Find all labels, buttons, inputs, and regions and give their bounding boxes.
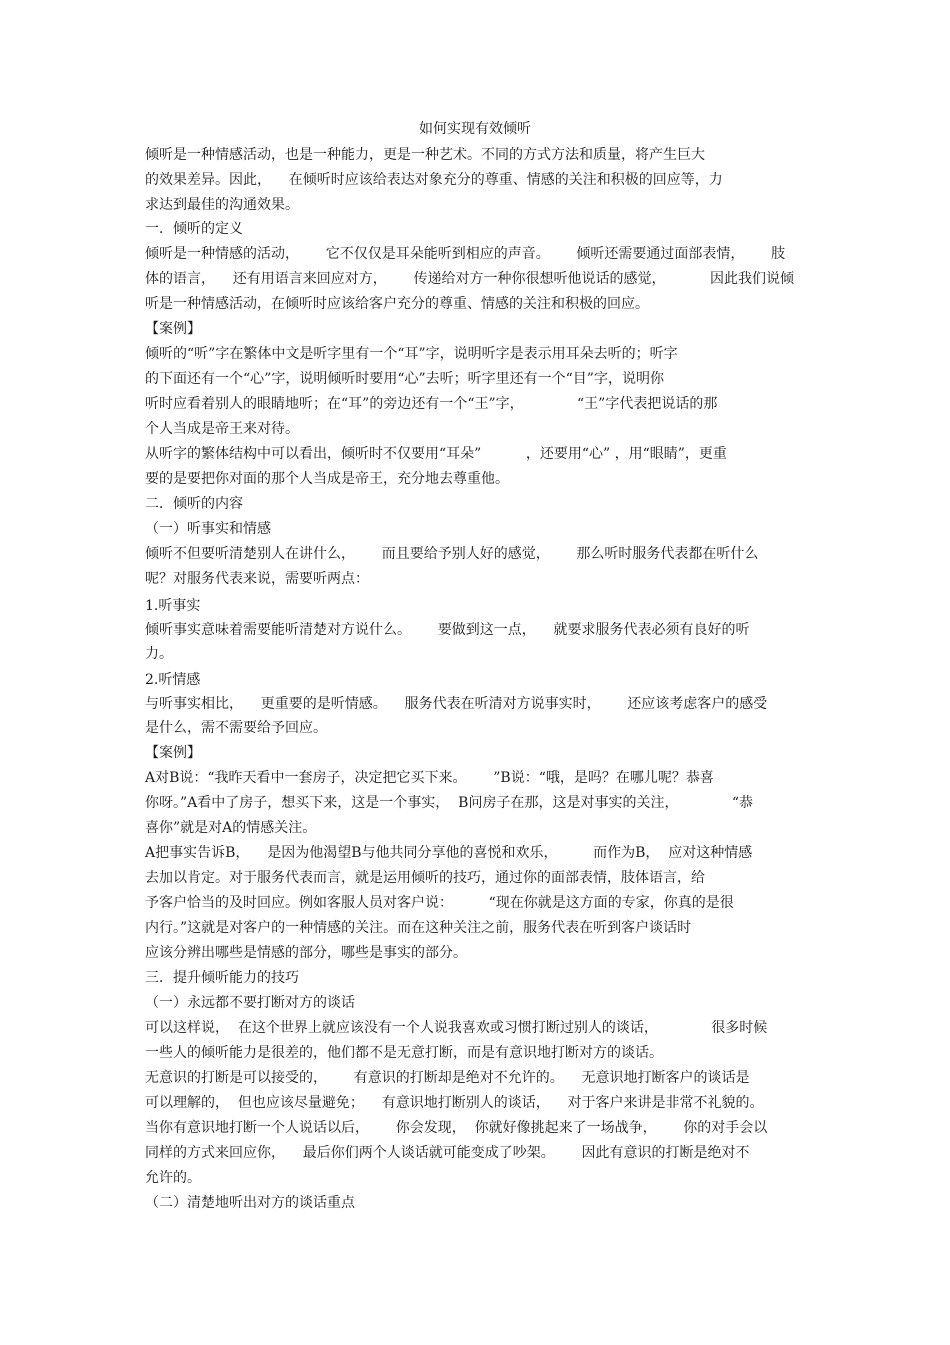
- body-line: 去加以肯定。对于服务代表而言，就是运用倾听的技巧，通过你的面部表情，肢体语言，给: [145, 870, 705, 886]
- body-line: 力。: [145, 646, 173, 662]
- body-line: 求达到最佳的沟通效果。: [145, 197, 299, 213]
- case-label: 【案例】: [145, 321, 201, 337]
- body-line: 可以理解的， 但也应该尽量避免； 有意识地打断别人的谈话， 对于客户来讲是非常不礼貌的。: [145, 1095, 764, 1111]
- body-line: 当你有意识地打断一个人说话以后， 你会发现， 你就好像挑起来了一场战争， 你的对手会以: [145, 1120, 768, 1136]
- body-line: 你呀。”A看中了房子，想买下来，这是一个事实， B问房子在那，这是对事实的关注， “恭: [145, 795, 754, 811]
- case-label: 【案例】: [145, 745, 201, 761]
- section-heading: 三．提升倾听能力的技巧: [145, 970, 299, 986]
- body-line: 予客户恰当的及时回应。例如客服人员对客户说： “现在你就是这方面的专家，你真的是很: [145, 895, 734, 911]
- section-heading: 一．倾听的定义: [145, 221, 243, 237]
- body-line: 个人当成是帝王来对待。: [145, 421, 299, 437]
- document-title: 如何实现有效倾听: [419, 121, 531, 137]
- subsection-heading: （一）永远都不要打断对方的谈话: [145, 995, 355, 1011]
- body-line: 倾听是一种情感的活动， 它不仅仅是耳朵能听到相应的声音。 倾听还需要通过面部表情， 肢: [145, 246, 786, 262]
- body-line: 是什么，需不需要给予回应。: [145, 720, 327, 736]
- body-line: 倾听事实意味着需要能听清楚对方说什么。 要做到这一点， 就要求服务代表必须有良好的听: [145, 622, 750, 638]
- body-line: 倾听是一种情感活动，也是一种能力，更是一种艺术。不同的方式方法和质量，将产生巨大: [145, 147, 705, 163]
- body-line: 的下面还有一个“心”字，说明倾听时要用“心”去听；听字里还有一个“目”字，说明你: [145, 371, 664, 387]
- body-line: 内行。”这就是对客户的一种情感的关注。而在这种关注之前，服务代表在听到客户谈话时: [145, 920, 692, 936]
- body-line: 听时应看着别人的眼睛地听；在“耳”的旁边还有一个“王”字， “王”字代表把说话的那: [145, 396, 718, 412]
- body-line: 应该分辨出哪些是情感的部分，哪些是事实的部分。: [145, 945, 467, 961]
- body-line: 体的语言， 还有用语言来回应对方， 传递给对方一种你很想听他说话的感觉， 因此我们说倾: [145, 271, 795, 287]
- body-line: 喜你”就是对A的情感关注。: [145, 820, 317, 836]
- body-line: 一些人的倾听能力是很差的，他们都不是无意打断，而是有意识地打断对方的谈话。: [145, 1045, 663, 1061]
- subsection-heading: （一）听事实和情感: [145, 521, 271, 537]
- body-line: A对B说：“我昨天看中一套房子，决定把它买下来。 ”B说：“哦，是吗？在哪儿呢？恭喜: [145, 770, 714, 786]
- body-line: 同样的方式来回应你， 最后你们两个人谈话就可能变成了吵架。 因此有意识的打断是绝对不: [145, 1145, 750, 1161]
- body-line: 的效果差异。因此， 在倾听时应该给表达对象充分的尊重、情感的关注和积极的回应等，力: [145, 172, 723, 188]
- body-line: 与听事实相比， 更重要的是听情感。 服务代表在听清对方说事实时， 还应该考虑客户的感受: [145, 696, 768, 712]
- item-heading: 1.听事实: [145, 598, 201, 614]
- body-line: 要的是要把你对面的那个人当成是帝王，充分地去尊重他。: [145, 471, 509, 487]
- body-line: 允许的。: [145, 1170, 201, 1186]
- body-line: 从听字的繁体结构中可以看出，倾听时不仅要用“耳朵” ，还要用“心” ，用“眼睛”，更重: [145, 446, 727, 462]
- body-line: 倾听不但要听清楚别人在讲什么， 而且要给予别人好的感觉， 那么听时服务代表都在听什么: [145, 546, 759, 562]
- section-heading: 二．倾听的内容: [145, 496, 243, 512]
- body-line: A把事实告诉B， 是因为他渴望B与他共同分享他的喜悦和欢乐， 而作为B， 应对这种情感: [145, 845, 753, 861]
- subsection-heading: （二）清楚地听出对方的谈话重点: [145, 1195, 355, 1211]
- body-line: 听是一种情感活动，在倾听时应该给客户充分的尊重、情感的关注和积极的回应。: [145, 296, 649, 312]
- body-line: 可以这样说， 在这个世界上就应该没有一个人说我喜欢或习惯打断过别人的谈话， 很多时候: [145, 1020, 768, 1036]
- item-heading: 2.听情感: [145, 672, 201, 688]
- body-line: 无意识的打断是可以接受的， 有意识的打断却是绝对不允许的。 无意识地打断客户的谈话是: [145, 1070, 750, 1086]
- body-line: 呢？对服务代表来说，需要听两点：: [145, 571, 369, 587]
- body-line: 倾听的“听”字在繁体中文是听字里有一个“耳”字，说明听字是表示用耳朵去听的；听字: [145, 346, 678, 362]
